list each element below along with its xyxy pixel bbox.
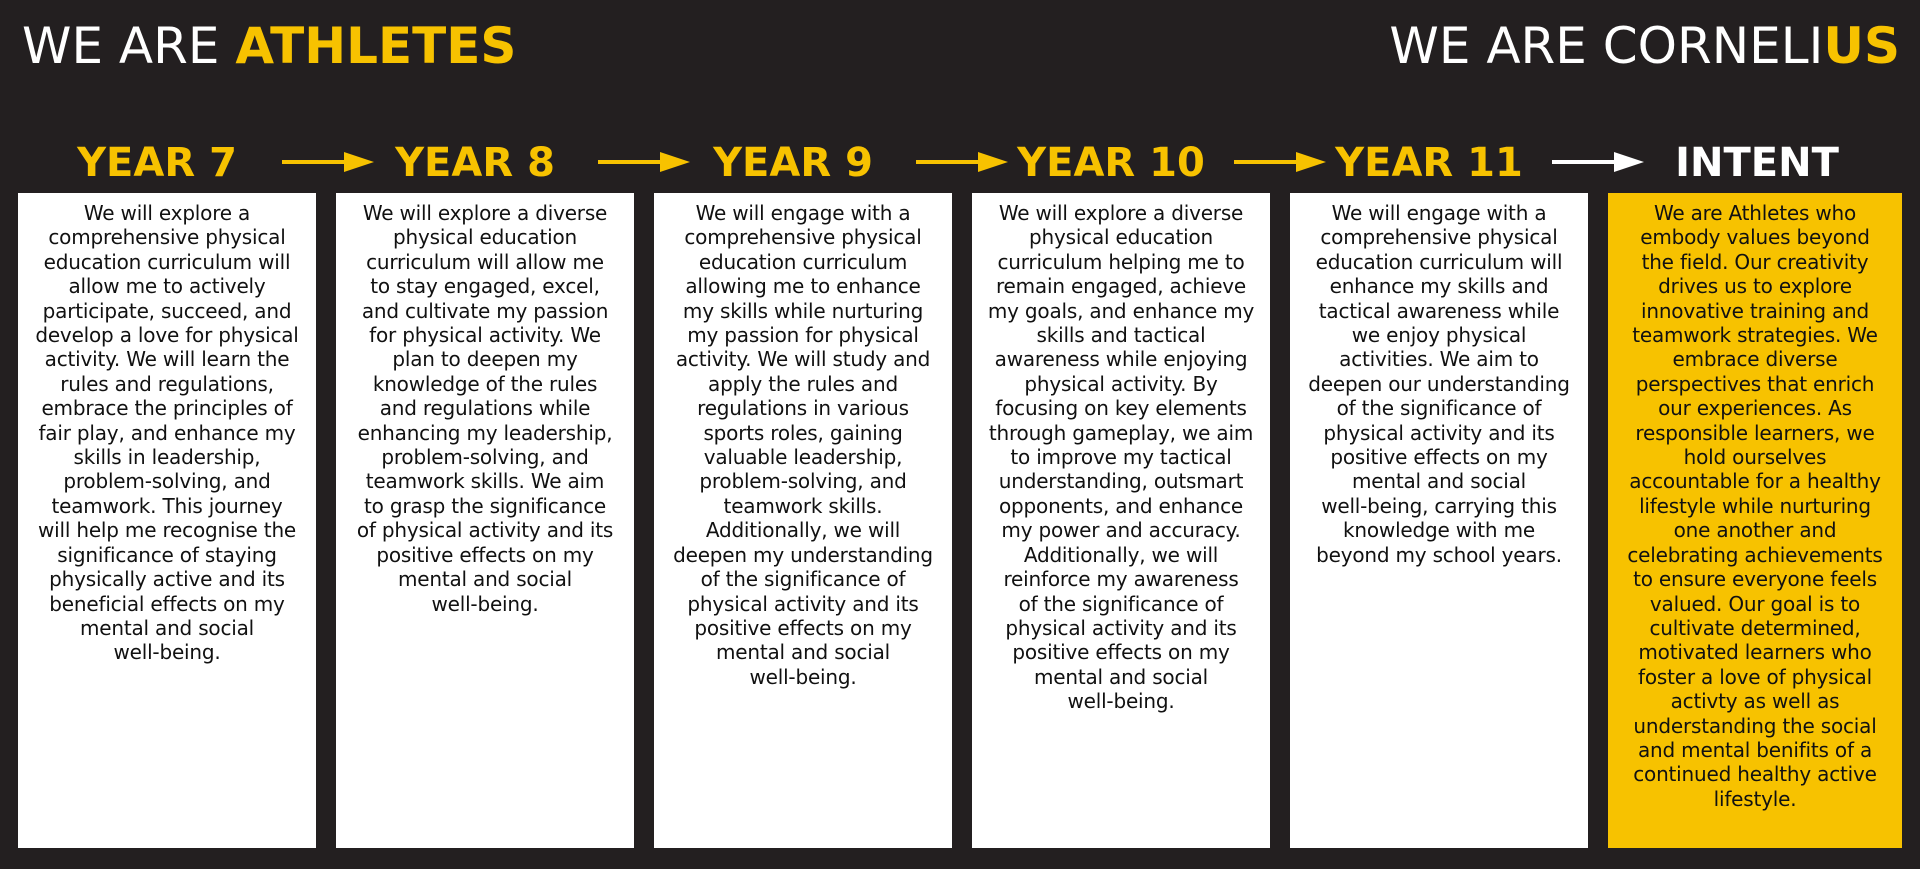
header-left-title <box>22 16 516 76</box>
header-right-prefix: WE ARE CORNELI <box>1389 17 1824 75</box>
step-year-10: YEAR 10 <box>1017 140 1205 186</box>
step-year-8: YEAR 8 <box>395 140 555 186</box>
step-year-9: YEAR 9 <box>713 140 873 186</box>
header-left-highlight: ATHLETES <box>235 17 517 75</box>
header-right-title <box>1389 16 1900 76</box>
header-left-prefix: WE ARE <box>22 17 236 75</box>
step-intent: INTENT <box>1675 140 1839 186</box>
year-9-description: We will engage with a comprehensive physical education curriculum allowing me to enhance my skills while nurturing my passion for physical activity. We will study and apply the rules and regulations in various sports roles, gaining valuable leadership, problem-solving, and teamwork skills. Additionally, we will deepen my understanding of the significance of physical activity and its positive effects on my mental and social well-being. <box>654 193 952 848</box>
step-year-7: YEAR 7 <box>77 140 237 186</box>
intent-description: We are Athletes who embody values beyond the field. Our creativity drives us to explore innovative training and teamwork strategies. We embrace diverse perspectives that enrich our experiences. As responsible learners, we hold ourselves accountable for a healthy lifestyle while nurturing one another and celebrating achievements to ensure everyone feels valued. Our goal is to cultivate determined, motivated learners who foster a love of physical activty as well as understanding the social and mental benifits of a continued healthy active lifestyle. <box>1608 193 1902 848</box>
step-year-11: YEAR 11 <box>1335 140 1523 186</box>
year-progression <box>0 135 1920 191</box>
header-right-highlight: US <box>1823 17 1900 75</box>
year-8-description: We will explore a diverse physical education curriculum will allow me to stay engaged, excel, and cultivate my passion for physical activity. We plan to deepen my knowledge of the rules and regulations while enhancing my leadership, problem-solving, and teamwork skills. We aim to grasp the significance of physical activity and its positive effects on my mental and social well-being. <box>336 193 634 848</box>
year-10-description: We will explore a diverse physical education curriculum helping me to remain engaged, achieve my goals, and enhance my skills and tactical awareness while enjoying physical activity. By focusing on key elements through gameplay, we aim to improve my tactical understanding, outsmart opponents, and enhance my power and accuracy. Additionally, we will reinforce my awareness of the significance of physical activity and its positive effects on my mental and social well-being. <box>972 193 1270 848</box>
year-11-description: We will engage with a comprehensive physical education curriculum will enhance my skills and tactical awareness while we enjoy physical activities. We aim to deepen our understanding of the significance of physical activity and its positive effects on my mental and social well-being, carrying this knowledge with me beyond my school years. <box>1290 193 1588 848</box>
year-7-description: We will explore a comprehensive physical education curriculum will allow me to actively participate, succeed, and develop a love for physical activity. We will learn the rules and regulations, embrace the principles of fair play, and enhance my skills in leadership, problem-solving, and teamwork. This journey will help me recognise the significance of staying physically active and its beneficial effects on my mental and social well-being. <box>18 193 316 848</box>
